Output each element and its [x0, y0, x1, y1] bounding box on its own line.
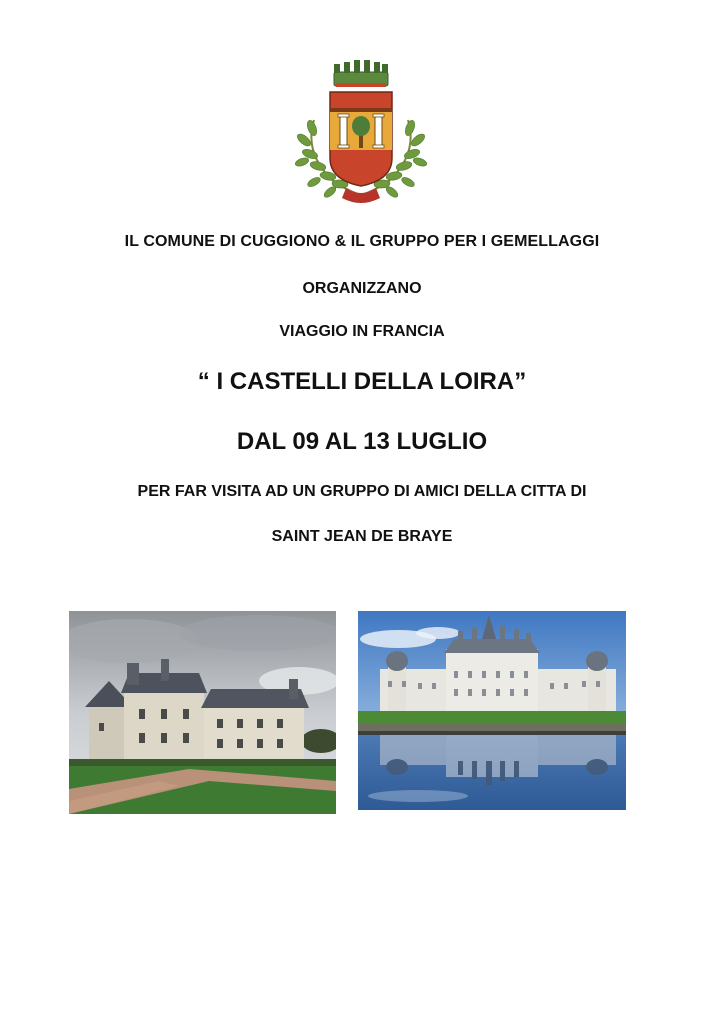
castle-photo-right	[358, 611, 626, 810]
event-dates: DAL 09 AL 13 LUGLIO	[236, 428, 488, 455]
trip-line: VIAGGIO IN FRANCIA	[279, 323, 445, 340]
event-title: “ I CASTELLI DELLA LOIRA”	[197, 368, 527, 395]
purpose-line: PER FAR VISITA AD UN GRUPPO DI AMICI DELLA CITTA DI	[137, 483, 587, 500]
castle-photo-left	[69, 611, 336, 814]
city-line: SAINT JEAN DE BRAYE	[271, 528, 453, 545]
organizers-line: IL COMUNE DI CUGGIONO & IL GRUPPO PER I GEMELLAGGI	[124, 233, 600, 250]
organize-verb-line: ORGANIZZANO	[302, 280, 422, 297]
coat-of-arms-icon	[294, 58, 428, 208]
